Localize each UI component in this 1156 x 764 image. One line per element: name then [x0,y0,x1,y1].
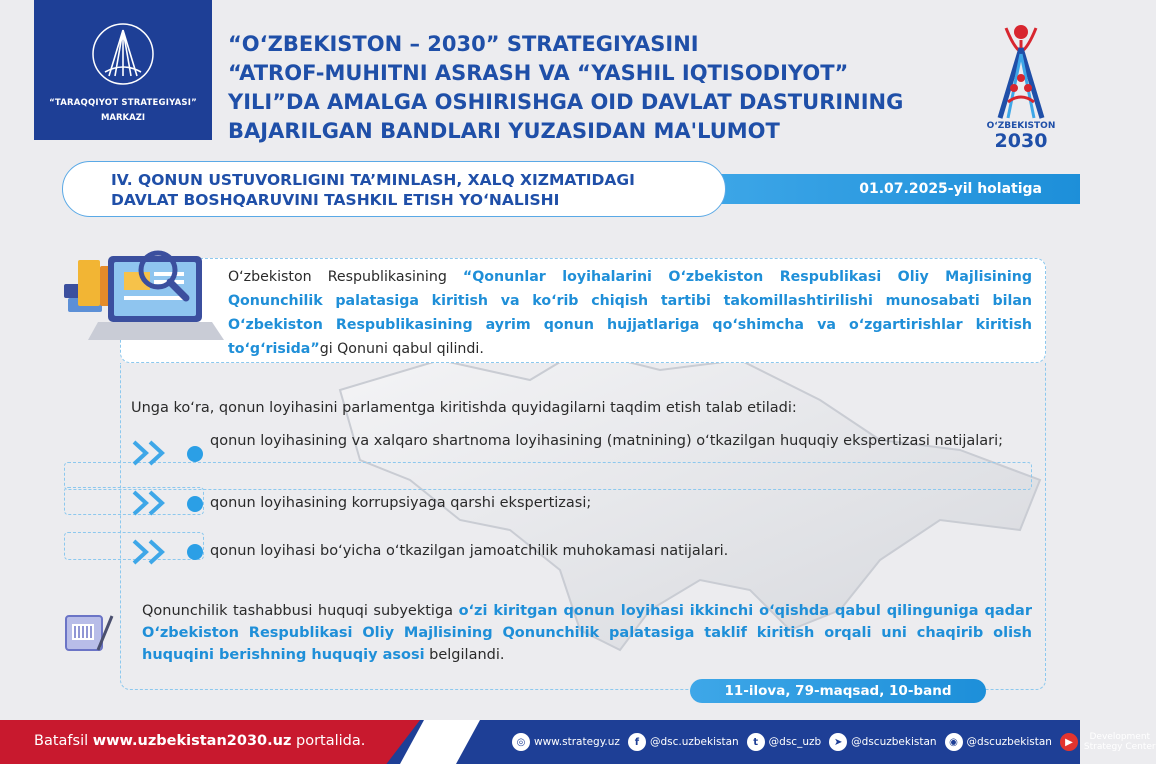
social-label: @dsc_uzb [768,736,822,748]
dsc-line2: Strategy Center [1083,742,1156,752]
bottom-highlight: oʻzi kiritgan qonun loyihasi ikkinchi oʻqishda qabul qilinguniga qadar Oʻzbekiston Respublikasi Oliy Majlisining Qonunchilik palatasiga taklif kiritish orqali uni chaqirib olish huquqini berishning huquqiy asosi [142,603,1032,663]
social-instagram[interactable] [945,733,1052,751]
double-chevron-icon [130,537,176,567]
strategy-center-emblem-icon [91,22,155,86]
dsc-brand[interactable] [1060,732,1156,752]
uz-logo-text: OʻZBEKISTON [986,121,1056,131]
dsc-line1: Development [1089,732,1151,742]
uzbekistan-2030-emblem-icon [978,18,1064,122]
bullet-dot [187,446,203,462]
list-item-text: qonun loyihasi boʻyicha oʻtkazilgan jamoatchilik muhokamasi natijalari. [210,543,729,559]
law-title: “Qonunlar loyihalarini Oʻzbekiston Respublikasi Oliy Majlisining Qonunchilik palatasiga kiritish va koʻrib chiqish tartibi takomillashtirilishi munosabati bilan Oʻzbekiston Respublikasining ayrim qonun hujjatlariga qoʻshimcha va oʻzgartirishlar kiritish toʻgʻrisida” [228,269,1032,357]
list-item-text: qonun loyihasining korrupsiyaga qarshi ekspertizasi; [210,495,592,511]
org-logo-panel [34,0,212,140]
bullet-dot [187,544,203,560]
org-name-line1: “TARAQQIYOT STRATEGIYASI” [49,98,197,108]
social-label: www.strategy.uz [534,736,620,748]
play-icon: ▶ [1060,733,1078,751]
law-book-icon [62,610,114,656]
bottom-suffix: belgilandi. [424,647,505,663]
footer-portal-text [34,733,365,749]
dsc-name [1084,732,1156,752]
social-label: @dscuzbekistan [966,736,1052,748]
instagram-icon: ◉ [945,733,963,751]
intro-prefix: Oʻzbekiston Respublikasining [228,269,463,285]
social-website[interactable] [512,733,620,751]
bottom-paragraph [142,600,1032,666]
title-line: “OʻZBEKISTON – 2030” STRATEGIYASINI [228,32,699,56]
bullet-dot [187,496,203,512]
globe-icon: ◎ [512,733,530,751]
footer-prefix: Batafsil [34,733,93,749]
facebook-icon: f [628,733,646,751]
page-title [228,30,968,146]
footer-suffix: portalida. [291,733,366,749]
item-frame [64,462,1032,490]
social-label: @dscuzbekistan [851,736,937,748]
social-label: @dsc.uzbekistan [649,736,739,748]
telegram-icon: ➤ [829,733,847,751]
social-twitter[interactable] [747,733,822,751]
uz-logo-year: 2030 [994,130,1048,152]
intro-paragraph [228,265,1032,361]
uzbekistan-2030-logo [978,18,1064,152]
double-chevron-icon [130,488,176,518]
title-line: “ATROF-MUHITNI ASRASH VA “YASHIL IQTISODIYOT” [228,61,849,85]
title-line: BAJARILGAN BANDLARI YUZASIDAN MA'LUMOT [228,119,780,143]
date-badge: 01.07.2025-yil holatiga [695,174,1080,204]
intro-suffix: gi Qonuni qabul qilindi. [319,341,484,357]
laptop-search-icon [58,240,228,358]
section-heading [62,161,726,217]
reference-badge: 11-ilova, 79-maqsad, 10-band [690,679,986,703]
section-heading-line1: IV. QONUN USTUVORLIGINI TA’MINLASH, XALQ XIZMATIDAGI [111,171,635,189]
social-facebook[interactable] [628,733,739,751]
social-links [512,731,1156,753]
portal-link[interactable]: www.uzbekistan2030.uz [92,733,292,749]
list-item-text: qonun loyihasining va xalqaro shartnoma loyihasining (matnining) oʻtkazilgan huquqiy ekspertizasi natijalari; [210,433,1004,449]
twitter-icon: t [747,733,765,751]
requirements-lead: Unga koʻra, qonun loyihasini parlamentga kiritishda quyidagilarni taqdim etish talab etiladi: [131,400,797,416]
bottom-prefix: Qonunchilik tashabbusi huquqi subyektiga [142,603,459,619]
section-heading-line2: DAVLAT BOSHQARUVINI TASHKIL ETISH YOʻNALISHI [111,191,560,209]
title-line: YILI”DA AMALGA OSHIRISHGA OID DAVLAT DASTURINING [228,90,904,114]
org-name-line2: MARKAZI [100,113,146,123]
double-chevron-icon [130,438,176,468]
social-telegram[interactable] [829,733,936,751]
